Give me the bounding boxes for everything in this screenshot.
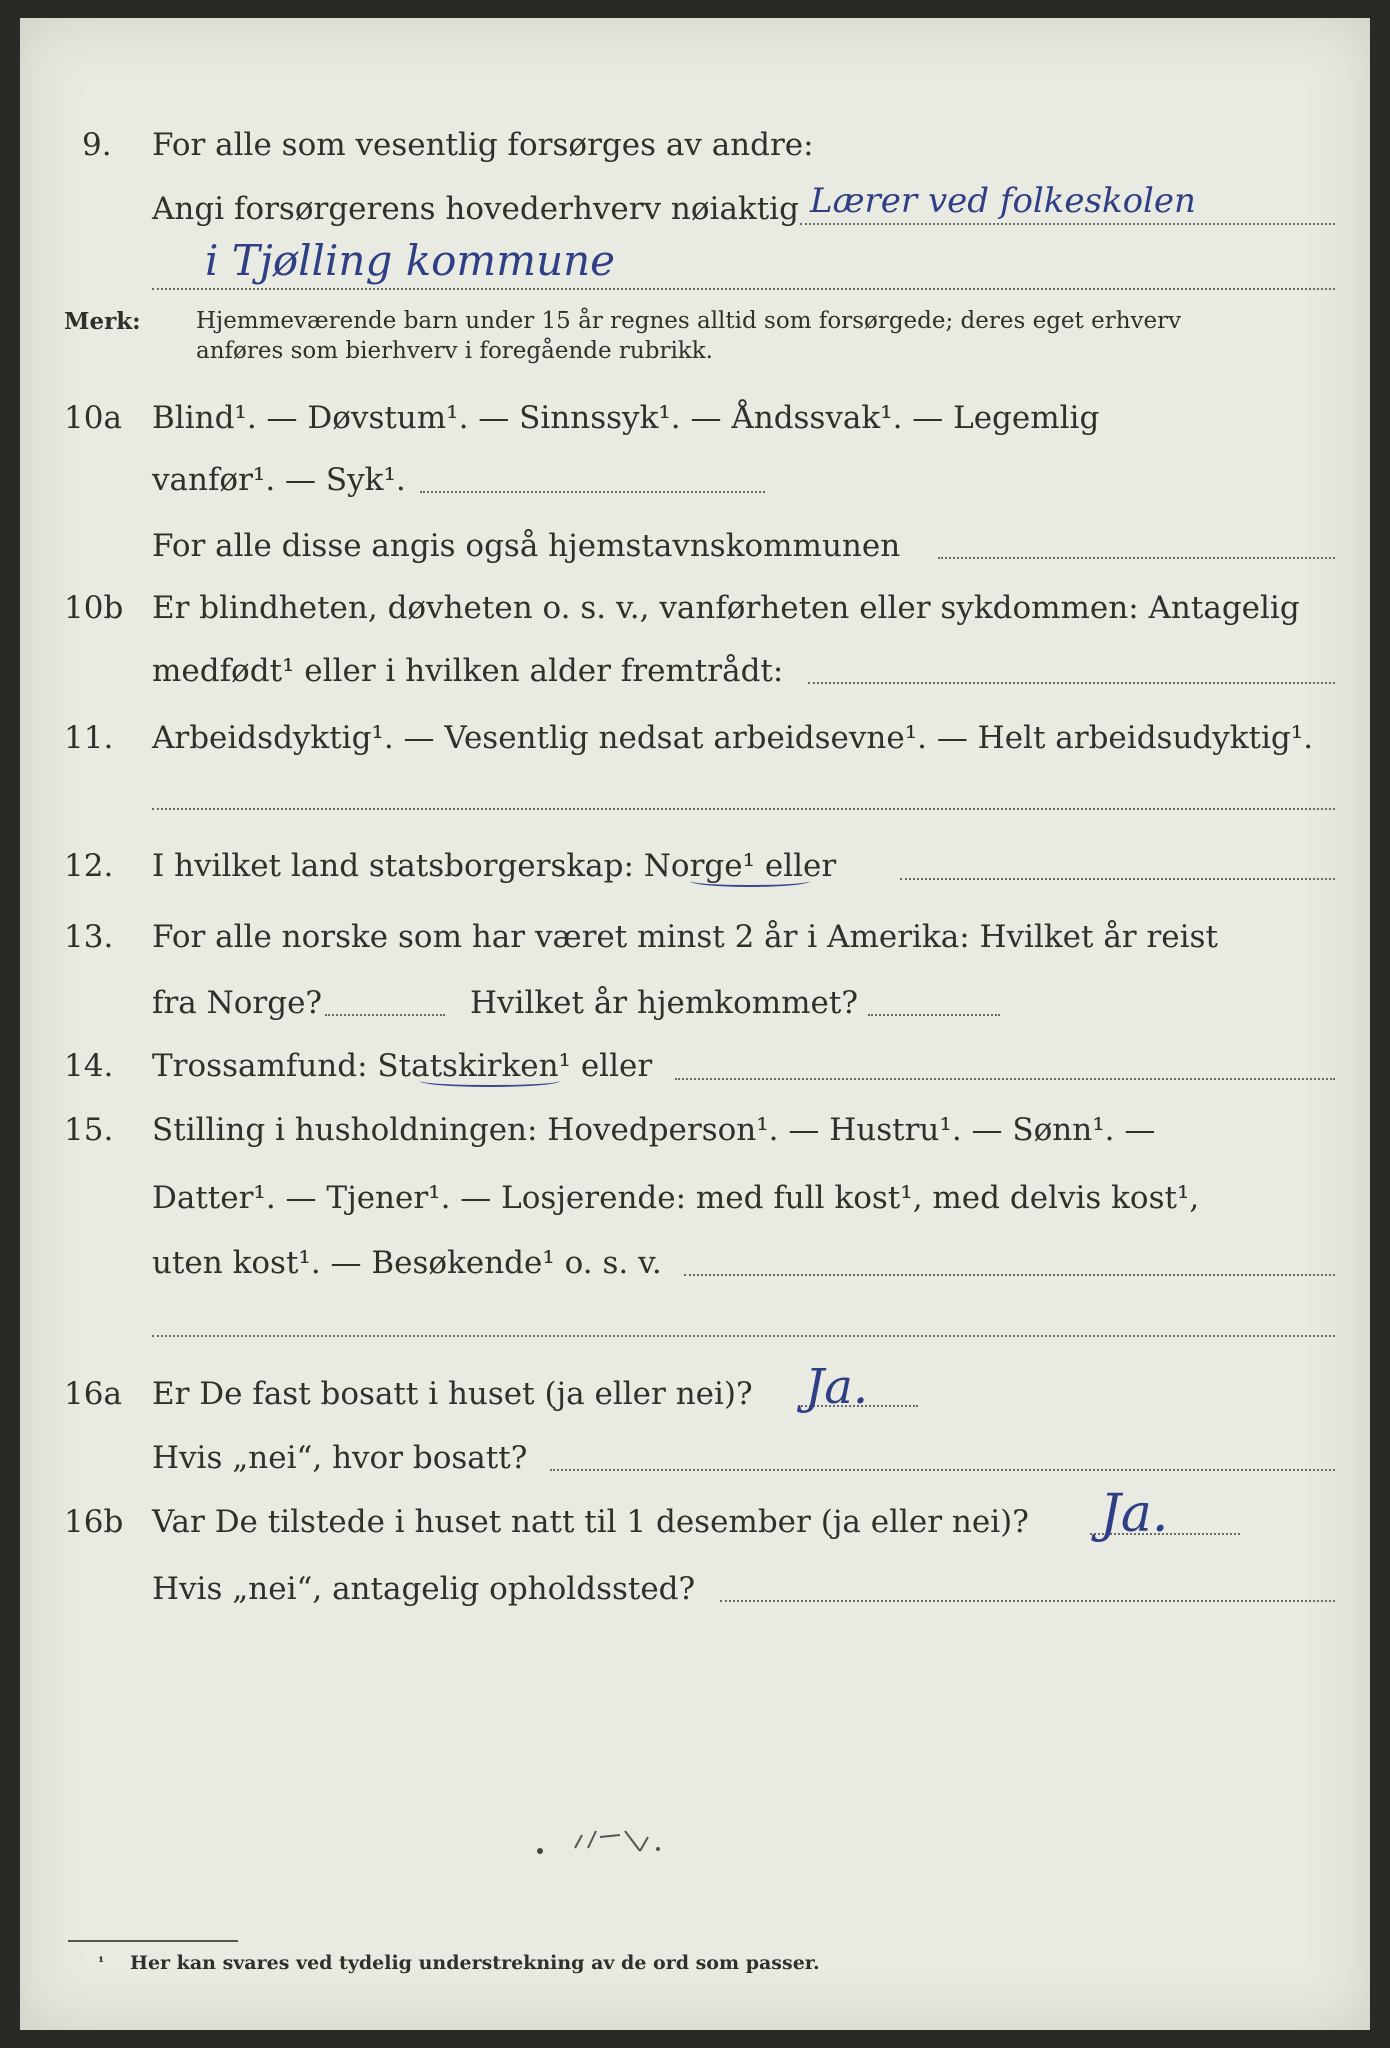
- q9-instruction: Angi forsørgerens hovederhverv nøiaktig: [152, 191, 799, 227]
- form-page: [20, 18, 1370, 2030]
- q13-line-1: For alle norske som har været minst 2 år i Amerika: Hvilket år reist: [152, 919, 1218, 955]
- q10a-line-1: Blind¹. — Døvstum¹. — Sinnssyk¹. — Åndssvak¹. — Legemlig: [152, 400, 1100, 436]
- q13-line-2b: Hvilket år hjemkommet?: [470, 985, 858, 1021]
- q10b-number: 10b: [64, 590, 124, 626]
- q16a-number: 16a: [64, 1376, 122, 1412]
- q9-number: 9.: [82, 127, 112, 163]
- footnote-text: Her kan svares ved tydelig understrekning av de ord som passer.: [130, 1952, 820, 1974]
- q10b-line-2: medfødt¹ eller i hvilken alder fremtrådt:: [152, 653, 784, 689]
- q10b-answer-line: [808, 682, 1335, 684]
- footnote-rule: [68, 1940, 238, 1942]
- q12-number: 12.: [64, 848, 114, 884]
- q16b-number: 16b: [64, 1504, 124, 1540]
- q10a-line-3: For alle disse angis også hjemstavnskommunen: [152, 528, 901, 564]
- merk-line-2: anføres som bierhverv i foregående rubrikk.: [196, 338, 713, 364]
- q15-line-1: Stilling i husholdningen: Hovedperson¹. — Hustru¹. — Sønn¹. —: [152, 1112, 1156, 1148]
- q15-extra-line: [152, 1335, 1335, 1337]
- q16b-line-2: Hvis „nei“, antagelig opholdssted?: [152, 1571, 696, 1607]
- q10a-answer-line: [420, 491, 765, 493]
- q10a-hjemstavn-line: [938, 557, 1335, 559]
- q10a-line-2: vanfør¹. — Syk¹.: [152, 462, 406, 498]
- q14-line-1: Trossamfund: Statskirken¹ eller: [152, 1048, 653, 1084]
- q9-handwritten-answer-2: i Tjølling kommune: [205, 236, 616, 285]
- q15-answer-line: [684, 1274, 1335, 1276]
- q16a-handwritten-answer: Ja.: [805, 1359, 869, 1415]
- q16a-bosatt-line: [550, 1469, 1335, 1471]
- q15-line-2: Datter¹. — Tjener¹. — Losjerende: med full kost¹, med delvis kost¹,: [152, 1180, 1200, 1216]
- q10b-line-1: Er blindheten, døvheten o. s. v., vanførheten eller sykdommen: Antagelig: [152, 590, 1300, 626]
- q12-line-1: I hvilket land statsborgerskap: Norge¹ eller: [152, 848, 837, 884]
- q9-handwritten-answer-1: Lærer ved folkeskolen: [810, 181, 1196, 221]
- footnote-marker: ¹: [98, 1955, 105, 1971]
- q13-line-2a: fra Norge?: [152, 985, 323, 1021]
- q15-number: 15.: [64, 1112, 114, 1148]
- q9-question: For alle som vesentlig forsørges av andre:: [152, 127, 814, 163]
- q11-line-1: Arbeidsdyktig¹. — Vesentlig nedsat arbeidsevne¹. — Helt arbeidsudyktig¹.: [152, 720, 1314, 756]
- q10a-number: 10a: [64, 400, 122, 436]
- q9-answer-line-2: [152, 288, 1335, 290]
- q13-number: 13.: [64, 919, 114, 955]
- q14-statskirken-underline: [420, 1075, 560, 1087]
- q16a-line-2: Hvis „nei“, hvor bosatt?: [152, 1440, 528, 1476]
- q12-norge-underline: [690, 875, 810, 887]
- q14-number: 14.: [64, 1048, 114, 1084]
- q14-answer-line: [675, 1078, 1335, 1080]
- q16b-line-1: Var De tilstede i huset natt til 1 desember (ja eller nei)?: [152, 1504, 1029, 1540]
- q13-hjemkommet-line: [868, 1014, 1000, 1016]
- q11-number: 11.: [64, 720, 114, 756]
- q16b-opholdssted-line: [720, 1600, 1335, 1602]
- q13-reist-line: [325, 1014, 445, 1016]
- q16b-handwritten-answer: Ja.: [1100, 1484, 1169, 1544]
- merk-label: Merk:: [64, 308, 141, 335]
- q11-answer-line: [152, 808, 1335, 810]
- merk-line-1: Hjemmeværende barn under 15 år regnes alltid som forsørgede; deres eget erhverv: [196, 308, 1182, 334]
- q16a-line-1: Er De fast bosatt i huset (ja eller nei)?: [152, 1376, 753, 1412]
- q9-answer-line-1: [800, 223, 1335, 225]
- q12-answer-line: [900, 878, 1335, 880]
- q15-line-3: uten kost¹. — Besøkende¹ o. s. v.: [152, 1245, 662, 1281]
- pencil-marks: [530, 1813, 710, 1863]
